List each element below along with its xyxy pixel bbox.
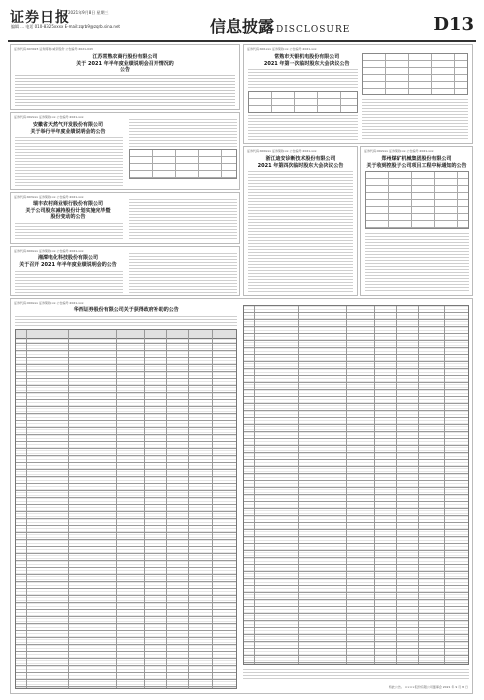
announcement-8 — [10, 298, 473, 694]
body-text — [243, 669, 469, 681]
stock-code-line: 证券代码:000xxx 证券简称:xx 公告编号:2021-xxx — [14, 301, 84, 305]
data-table — [365, 171, 469, 229]
body-text — [248, 171, 353, 293]
stock-code-line: 证券代码:600xxx 证券简称:xx 公告编号:2021-xxx — [247, 149, 317, 153]
announcement-4 — [10, 246, 240, 296]
contact-line: 编辑 ... 电话 010-8325xxxx E-mail:zqrb9@zqrb.sina.net — [11, 24, 120, 29]
body-text — [362, 99, 468, 141]
announcement-2 — [10, 112, 240, 190]
announcement-3 — [10, 192, 240, 244]
table-header-row — [16, 330, 236, 339]
body-text — [248, 69, 358, 89]
body-text — [129, 199, 237, 241]
body-text — [15, 223, 123, 241]
subsidy-table-left — [15, 329, 237, 689]
data-table — [362, 53, 468, 95]
section-title-cn: 信息披露 — [210, 17, 275, 36]
stock-code-line: 证券代码:002xxx 证券简称:xx 公告编号:2021-xxx — [364, 149, 434, 153]
announcement-title: 常熟市天银机电股份有限公司 2021 年第一次临时股东大会决议公告 — [263, 54, 350, 67]
data-table — [129, 149, 237, 179]
announcement-title: 湘潭电化科技股份有限公司 关于召开 2021 年半年度业绩说明会的公告 — [19, 255, 117, 268]
body-text — [15, 137, 123, 187]
signature-line: 特此公告。 ××××股份有限公司董事会 2021 年 9 月 8 日 — [388, 685, 468, 689]
announcement-7 — [360, 146, 473, 296]
announcement-1 — [10, 44, 240, 110]
stock-code-line: 证券代码:600xxx 证券简称:xx 公告编号:2021-xxx — [14, 249, 84, 253]
body-text — [15, 316, 237, 326]
stock-code-line: 证券代码:002xxx 证券简称:xx 公告编号:2021-xxx — [14, 115, 84, 119]
section-title-en: DISCLOSURE — [276, 25, 351, 35]
announcement-title: 浙江迪安诊断技术股份有限公司 2021 年第四次临时股东大会决议公告 — [257, 156, 344, 169]
announcement-title: 华西证券股份有限公司关于获得政府补助的公告 — [73, 307, 179, 313]
announcement-title: 安徽省天然气开发股份有限公司 关于举行半年度业绩说明会的公告 — [30, 122, 106, 135]
body-text — [15, 271, 123, 293]
body-text — [248, 115, 358, 141]
announcement-title: 瑞丰农村商业银行股份有限公司 关于公司股东减持股份计划实施完毕暨 股份变动的公告 — [25, 201, 111, 220]
subsidy-table-right — [243, 305, 469, 665]
data-table — [248, 91, 358, 113]
page-number: D13 — [433, 14, 474, 35]
stock-code-line: 证券代码:603xxx 证券简称:xx 公告编号:2021-xxx — [14, 195, 84, 199]
stock-code-line: 证券代码:601xxx 证券简称:xx 公告编号:2021-xxx — [247, 47, 317, 51]
body-text — [129, 253, 237, 293]
stock-code-line: 证券代码:603023 证券简称:威帝股份 公告编号:2021-043 — [14, 47, 93, 51]
announcement-title: 郑州煤矿机械集团股份有限公司 关于收到控股子公司项目工程中标通知的公告 — [366, 156, 467, 169]
issue-date: 2021年9月8日 星期三 — [68, 10, 109, 15]
announcement-title: 江苏常熟农商行股份有限公司 关于 2021 年半年度业绩说明会召开情况的 公告 — [76, 54, 174, 73]
announcement-5 — [243, 44, 473, 144]
body-text — [129, 119, 237, 147]
body-text — [365, 233, 469, 293]
section-title — [210, 14, 350, 37]
masthead-rule — [8, 40, 476, 42]
body-text — [15, 75, 235, 107]
announcement-6 — [243, 146, 358, 296]
newspaper-logo: 证券日报 — [10, 10, 70, 26]
